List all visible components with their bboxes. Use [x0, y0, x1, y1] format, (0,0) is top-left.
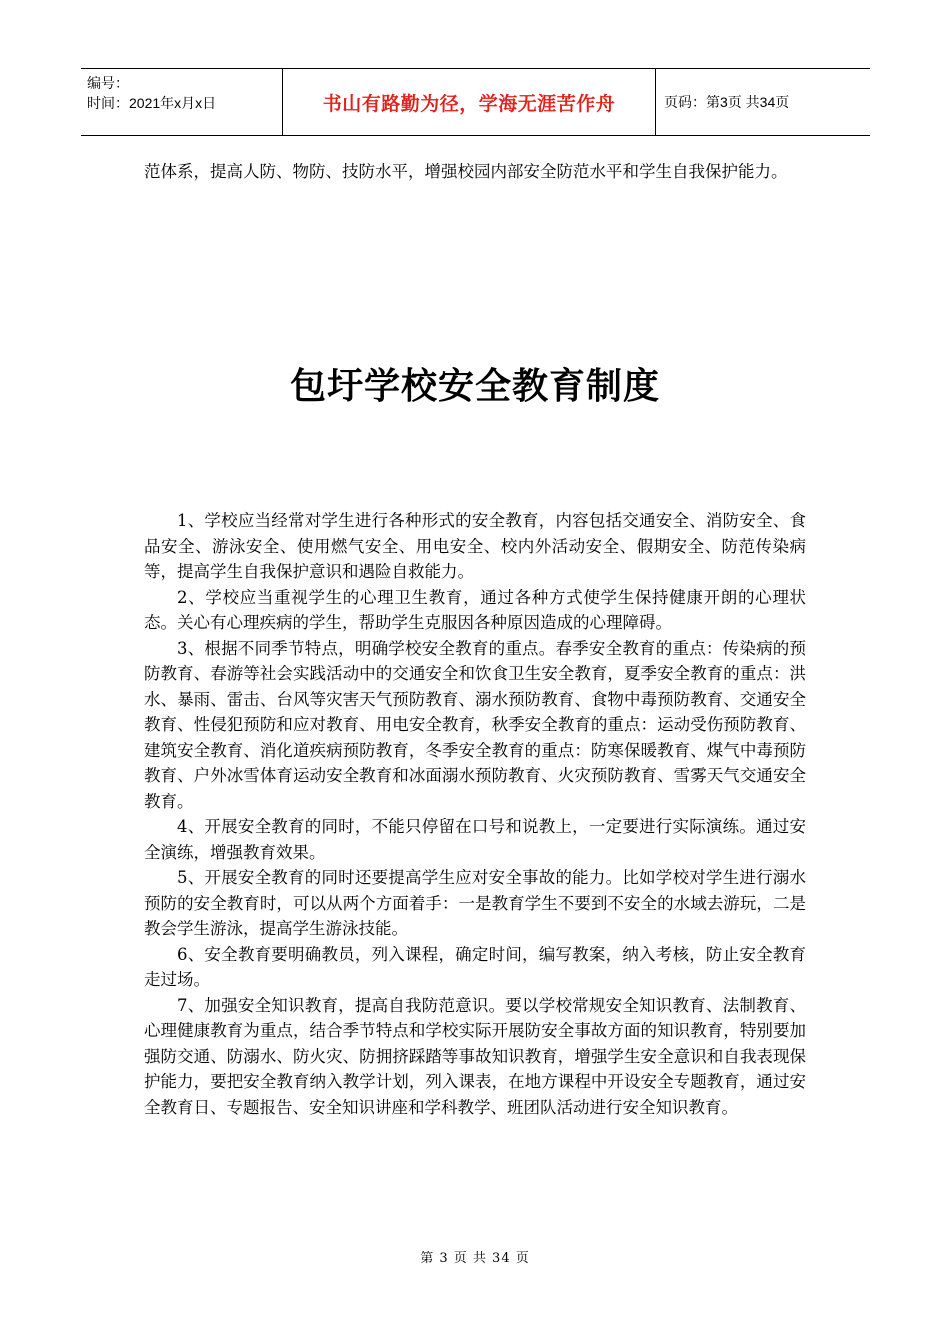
- intro-paragraph: 范体系，提高人防、物防、技防水平，增强校园内部安全防范水平和学生自我保护能力。: [144, 162, 788, 181]
- document-title: 包圩学校安全教育制度: [289, 366, 660, 407]
- header-motto: 书山有路勤为径，学海无涯苦作舟: [322, 92, 616, 115]
- paragraph-2: 2、学校应当重视学生的心理卫生教育，通过各种方式使学生保持健康开朗的心理状态。关心有心理疾病的学生，帮助学生克服因各种原因造成的心理障碍。: [144, 587, 806, 632]
- paragraph-5: 5、开展安全教育的同时还要提高学生应对安全事故的能力。比如学校对学生进行溺水预防的安全教育时，可以从两个方面着手：一是教育学生不要到不安全的水域去游玩，二是教会学生游泳，提高学生游泳技能。: [144, 868, 806, 938]
- header-meta: [81, 69, 283, 135]
- paragraph-4: 4、开展安全教育的同时，不能只停留在口号和说教上，一定要进行实际演练。通过安全演练，增强教育效果。: [144, 817, 806, 862]
- document-number-label: 编号：: [87, 75, 129, 91]
- document-time-label: 时间：2021年x月x日: [87, 95, 217, 111]
- paragraph-1: 1、学校应当经常对学生进行各种形式的安全教育，内容包括交通安全、消防安全、食品安全、游泳安全、使用燃气安全、用电安全、校内外活动安全、假期安全、防范传染病等，提高学生自我保护意识和遇险自救能力。: [144, 511, 806, 581]
- header-motto-cell: [283, 69, 656, 135]
- paragraph-6: 6、安全教育要明确教员，列入课程，确定时间，编写教案，纳入考核，防止安全教育走过场。: [144, 944, 806, 989]
- document-body: [144, 508, 806, 1120]
- paragraph-3: 3、根据不同季节特点，明确学校安全教育的重点。春季安全教育的重点：传染病的预防教育、春游等社会实践活动中的交通安全和饮食卫生安全教育，夏季安全教育的重点：洪水、暴雨、雷击、台风等灾害天气预防教育、溺水预防教育、食物中毒预防教育、交通安全教育、性侵犯预防和应对教育、用电安全教育，秋季安全教育的重点：运动受伤预防教育、建筑安全教育、消化道疾病预防教育，冬季安全教育的重点：防寒保暖教育、煤气中毒预防教育、户外冰雪体育运动安全教育和冰面溺水预防教育、火灾预防教育、雪雾天气交通安全教育。: [144, 638, 806, 811]
- header-page-info-cell: [656, 69, 870, 135]
- page-header: [81, 68, 870, 136]
- paragraph-7: 7、加强安全知识教育，提高自我防范意识。要以学校常规安全知识教育、法制教育、心理健康教育为重点，结合季节特点和学校实际开展防安全事故方面的知识教育，特别要加强防交通、防溺水、防火灾、防拥挤踩踏等事故知识教育，增强学生安全意识和自我表现保护能力，要把安全教育纳入教学计划，列入课表，在地方课程中开设安全专题教育，通过安全教育日、专题报告、安全知识讲座和学科教学、班团队活动进行安全知识教育。: [144, 995, 806, 1117]
- header-page-info: 页码：第3页 共34页: [664, 94, 790, 110]
- page-footer: 第 3 页 共 34 页: [420, 1251, 530, 1266]
